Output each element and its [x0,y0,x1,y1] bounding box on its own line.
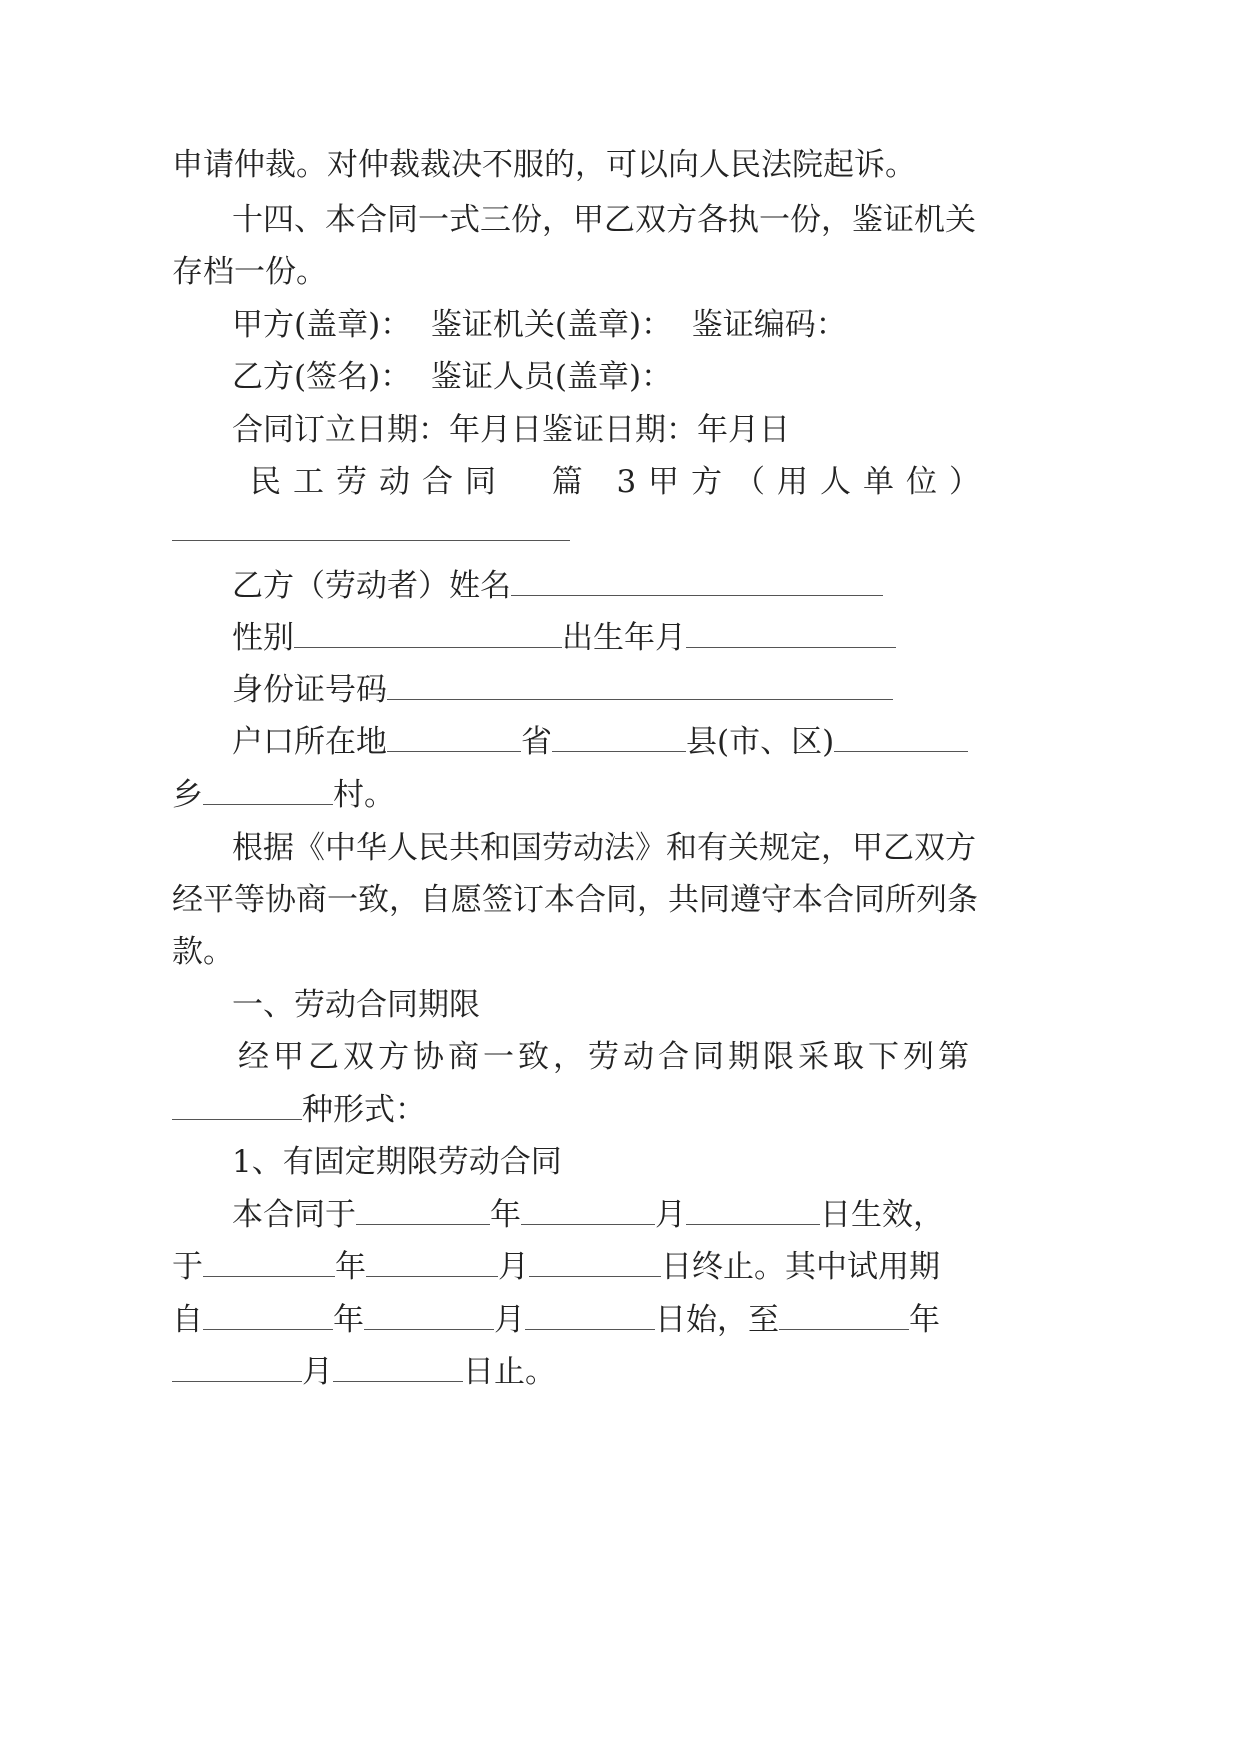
text-line: 月 日止。 [172,1352,556,1392]
section-title: 民工劳动合同 篇 3 [250,464,649,500]
blank-line [387,725,521,752]
blank-line [686,621,896,648]
text-line: 种形式： [172,1090,426,1130]
text-line: 乡 村。 [172,777,395,813]
text-line: 根据《中华人民共和国劳动法》和有关规定，甲乙双方 [232,830,976,866]
blank-line [686,1198,820,1225]
blank-line [356,1198,490,1225]
blank-line [511,569,883,596]
text-line: 本合同于 年 月 日生效， [232,1197,944,1233]
text-line: 自 年 月 日始，至 年 [172,1302,940,1338]
section-heading: 1、有固定期限劳动合同 [232,1144,562,1180]
blank-line [203,1303,333,1330]
blank-line [333,1355,463,1382]
blank-line [521,1198,655,1225]
blank-line [172,540,570,541]
text-line: 申请仲裁。对仲裁裁决不服的，可以向人民法院起诉。 [172,147,916,183]
blank-line [203,778,333,805]
blank-line [294,621,562,648]
text-line: 性别 出生年月 [232,618,896,658]
text-line: 身份证号码 [232,670,893,710]
text-line: 存档一份。 [172,254,327,290]
blank-line [387,673,893,700]
blank-line [172,1093,302,1120]
text-line: 乙方(签名)： 鉴证人员(盖章)： [232,359,673,395]
text-line: 经平等协商一致，自愿签订本合同，共同遵守本合同所列条 [172,882,978,918]
text-line: 合同订立日期：年月日鉴证日期：年月日 [232,412,790,448]
blank-line [203,1250,335,1277]
blank-line [552,725,686,752]
blank-line [364,1303,494,1330]
blank-line [779,1303,909,1330]
blank-line [525,1303,655,1330]
party-a-label: 甲方（用人单位） [648,464,992,500]
text-line: 款。 [172,934,234,970]
text-line: 乙方（劳动者）姓名 [232,566,883,606]
text-line: 户口所在地 省 县(市、区) [232,722,968,762]
text-line: 于 年 月 日终止。其中试用期 [172,1249,940,1285]
blank-line [366,1250,498,1277]
blank-line [172,1355,302,1382]
text-line: 十四、本合同一式三份，甲乙双方各执一份，鉴证机关 [232,202,976,238]
section-heading: 一、劳动合同期限 [232,987,480,1023]
blank-line [529,1250,661,1277]
blank-line [834,725,968,752]
text-line: 甲方(盖章)： 鉴证机关(盖章)： 鉴证编码： [232,307,847,343]
text-line: 经甲乙双方协商一致，劳动合同期限采取下列第 [238,1039,973,1075]
